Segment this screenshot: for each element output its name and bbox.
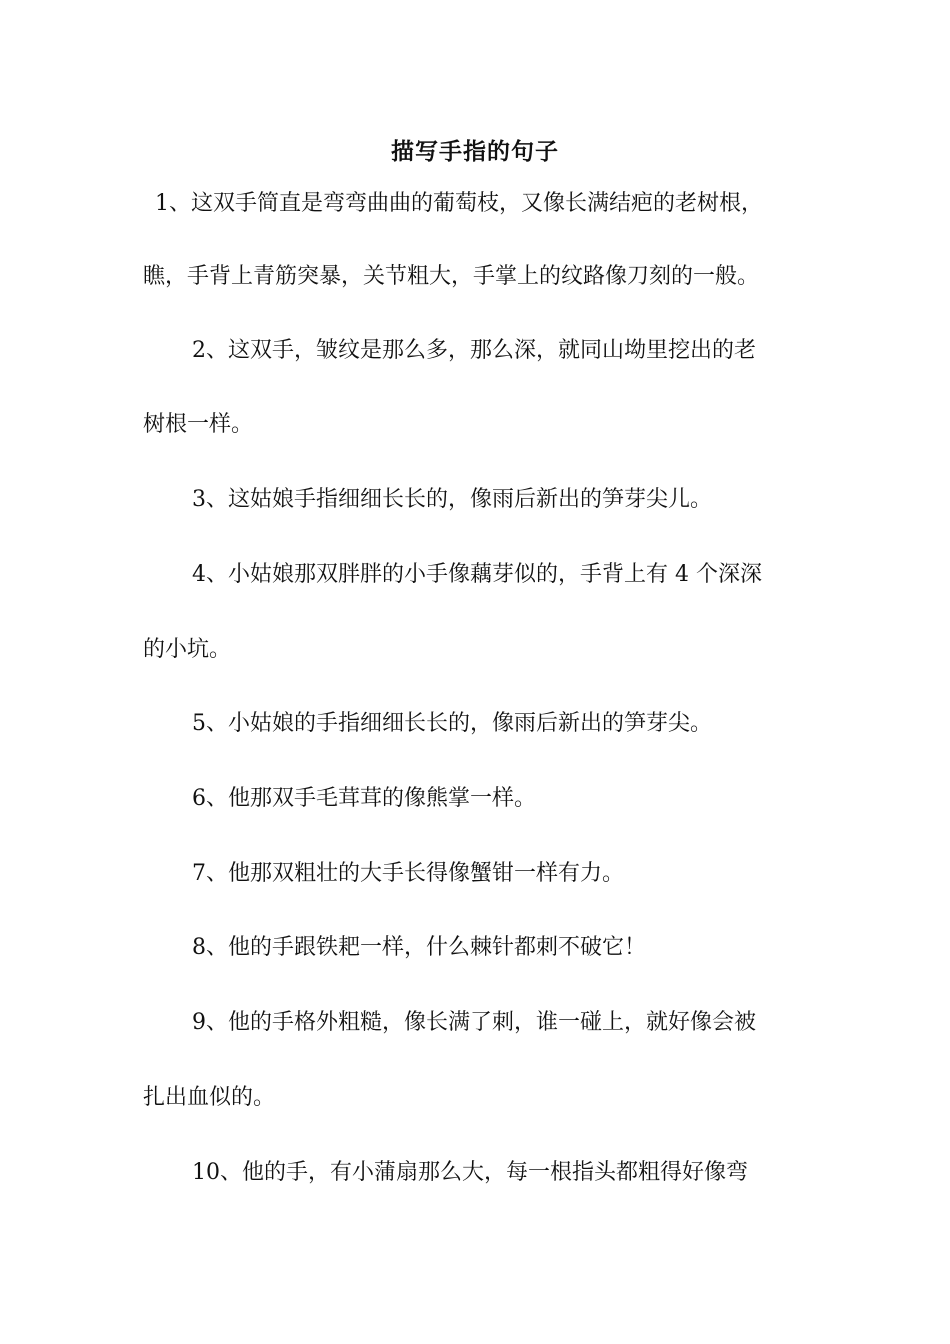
paragraph-line: 6、他那双手毛茸茸的像熊掌一样。 [192,786,536,811]
paragraph-line: 8、他的手跟铁耙一样，什么棘针都刺不破它！ [192,935,646,960]
paragraph-line: 1、这双手简直是弯弯曲曲的葡萄枝，又像长满结疤的老树根， [155,191,763,216]
paragraph-line: 瞧，手背上青筋突暴，关节粗大，手掌上的纹路像刀刻的一般。 [143,264,760,289]
paragraph-line: 5、小姑娘的手指细细长长的，像雨后新出的笋芽尖。 [192,711,712,736]
paragraph-line: 的小坑。 [143,637,232,662]
paragraph-line: 2、这双手，皱纹是那么多，那么深，就同山坳里挖出的老 [192,338,756,363]
paragraph-line: 3、这姑娘手指细细长长的，像雨后新出的笋芽尖儿。 [192,487,712,512]
paragraph-line: 4、小姑娘那双胖胖的小手像藕芽似的，手背上有 4 个深深 [192,562,762,587]
paragraph-line: 7、他那双粗壮的大手长得像蟹钳一样有力。 [192,861,624,886]
document-title: 描写手指的句子 [391,138,559,165]
paragraph-line: 9、他的手格外粗糙，像长满了刺，谁一碰上，就好像会被 [192,1010,756,1035]
paragraph-line: 扎出血似的。 [143,1085,276,1110]
paragraph-line: 树根一样。 [143,412,254,437]
paragraph-line: 10、他的手，有小蒲扇那么大，每一根指头都粗得好像弯 [192,1160,748,1185]
